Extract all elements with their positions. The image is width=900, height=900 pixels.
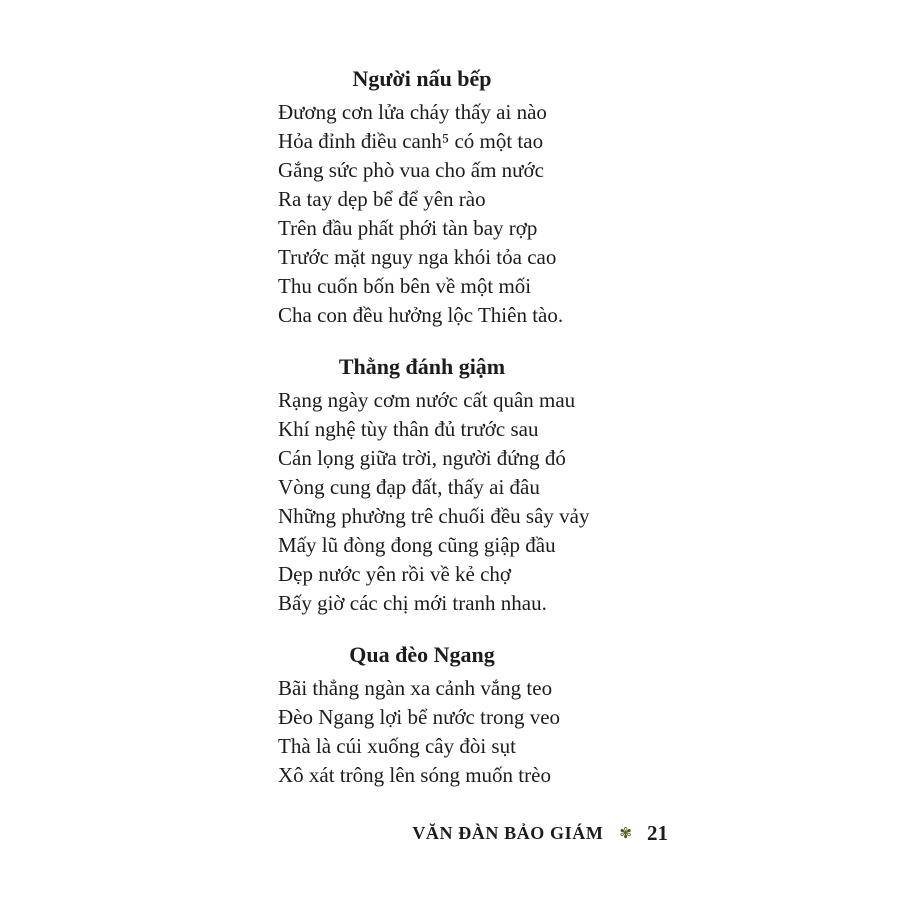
poem-line: Trước mặt nguy nga khói tỏa cao [278,245,557,269]
poem-thang-danh-giam [278,352,590,618]
poem-line: Những phường trê chuối đều sây vảy [278,504,590,528]
poem-line: Hỏa đỉnh điều canh⁵ có một tao [278,129,544,153]
poem-line: Đèo Ngang lợi bể nước trong veo [278,705,561,729]
poem-title: Người nấu bếp [352,66,492,91]
poem-line: Mấy lũ đòng đong cũng giập đầu [278,533,556,557]
poem-line: Vòng cung đạp đất, thấy ai đâu [278,475,540,499]
poem-line: Thà là cúi xuống cây đòi sụt [278,734,516,758]
poem-line: Cha con đều hưởng lộc Thiên tào. [278,303,564,327]
book-title: VĂN ĐÀN BẢO GIÁM [412,823,604,843]
poem-qua-deo-ngang [278,640,566,790]
poem-line: Bãi thẳng ngàn xa cảnh vắng teo [278,676,553,700]
poem-line: Ra tay dẹp bể để yên rào [278,187,486,211]
page-footer [0,822,668,844]
poem-line: Cán lọng giữa trời, người đứng đó [278,446,566,470]
poem-line: Khí nghệ tùy thân đủ trước sau [278,417,539,441]
poem-line: Trên đầu phất phới tàn bay rợp [278,216,538,240]
poem-line: Rạng ngày cơm nước cất quân mau [278,388,576,412]
page-content [278,64,590,812]
poem-title: Thằng đánh giậm [338,354,506,379]
page-number: 21 [647,821,668,845]
flower-ornament-icon: ✾ [619,823,632,842]
poem-line: Bấy giờ các chị mới tranh nhau. [278,591,547,615]
poem-line: Xô xát trông lên sóng muốn trèo [278,763,551,787]
poem-title: Qua đèo Ngang [349,642,495,667]
poem-line: Thu cuốn bốn bên về một mối [278,274,532,298]
poem-line: Dẹp nước yên rồi về kẻ chợ [278,562,512,586]
poem-line: Gắng sức phò vua cho ấm nước [278,158,544,182]
poem-nguoi-nau-bep [278,64,566,330]
poem-line: Đương cơn lửa cháy thấy ai nào [278,100,547,124]
